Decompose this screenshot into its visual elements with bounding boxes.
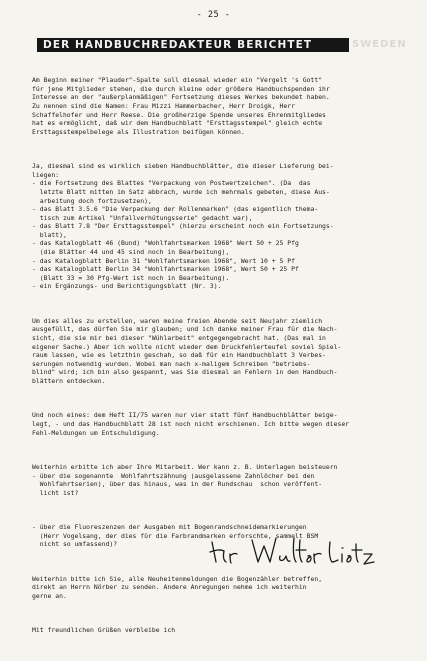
- paragraph-request-perforation: Weiterhin erbitte ich aber Ihre Mitarbeit. Wer kann z. B. Unterlagen beisteuern - über die sogenannte Wohlfahrtszähnung (ausgelassene Zahnlöcher bei den Wohlfahrtserien), über das hinaus, was in der Rundschau schon veröffent- licht ist?: [32, 462, 338, 497]
- article-body: [32, 59, 402, 661]
- page-number: - 25 -: [196, 10, 231, 20]
- handwritten-signature: [208, 532, 378, 568]
- paragraph-effort: Um dies alles zu erstellen, waren meine freien Abende seit Neujahr ziemlich ausgefüllt, das dürfen Sie mir glauben; und ich danke meiner Frau für die Nach- sicht, die sie mir bei dieser "Wühlarbeit" entgegengebracht hat. (Das mal in eigener Sache.) Aber ich wollte nicht wieder dem Druckfehlerteufel soviel Spiel- raum lassen, wie es letzthin geschah, so daß für ein Handbuchblatt 3 Verbes- serungen notwendig wurden. Wobei man nach x-maligem Schreiben "betriebs- blind" wird; ich bin also gespannt, was Sie diesmal an Fehlern in den Handbuch- blättern entdecken.: [32, 316, 342, 385]
- paragraph-news-reports: Weiterhin bitte ich Sie, alle Neuheitenmeldungen die Bogenzähler betreffen, direkt an Herrn Nörber zu senden. Andere Anregungen nehme ich weiterhin gerne an.: [32, 574, 323, 600]
- section-banner: DER HANDBUCHREDAKTEUR BERICHTET: [37, 38, 349, 52]
- bleed-through-mark: SWEDEN: [352, 39, 407, 50]
- paragraph-request-fluorescence: - über die Fluoreszenzen der Ausgaben mit Bogenrandschneidemarkierungen (Herr Vogelsang, der dies für die Farbrandmarken erforschte, sammelt BSM nicht so umfassend)?: [32, 523, 319, 549]
- paragraph-intro: Am Beginn meiner "Plauder"-Spalte soll diesmal wieder ein "Vergelt 's Gott" für jene Mitglieder stehen, die durch kleine oder größere Handbuchspenden ihr Interesse an der "außerplanmäßigen" Fortsetzung dieses Werkes bekundet haben. Zu nennen sind die Namen: Frau Mizzi Hammerbacher, Herr Droigk, Herr Schaffelhofer und Herr Reese. Die großherzige Spende unseres Ehrenmitgliedes hat es ermöglicht, daß wir dem Handbuchblatt "Ersttagsstempel" gleich echte Ersttagsstempelbelege als Illustration beifügen können.: [32, 76, 330, 136]
- paragraph-closing: Mit freundlichen Grüßen verbleibe ich: [32, 626, 176, 635]
- paragraph-apology: Und noch eines: dem Heft II/75 waren nur vier statt fünf Handbuchblätter beige- legt, - und das Handbuchblatt 28 ist noch nicht erschienen. Ich bitte wegen dieser Fehl-Meldungen um Entschuldigung.: [32, 411, 350, 437]
- paragraph-sheet-list: Ja, diesmal sind es wirklich sieben Handbuchblätter, die dieser Lieferung bei- liegen: - die Fortsetzung des Blattes "Verpackung von Postwertzeichen". (Da das letzte Blatt mitten im Satz abbrach, wurde ich mehrmals gebeten, diese Aus- arbeitung doch fortzusetzen), - das Blatt 3.5.6 "Die Verpackung der Rollenmarken" (das eigentlich thema- tisch zum Artikel "Unfallverhütungsserie" gedacht war), - das Blatt 7.8 "Der Ersttagsstempel" (hierzu erscheint noch ein Fortsetzungs- blatt), - das Katalogblatt 46 (Bund) "Wohlfahrtsmarken 1968" Wert 50 + 25 Pfg (die Blätter 44 und 45 sind noch in Bearbeitung), - das Katalogblatt Berlin 31 "Wohlfahrtsmarken 1968", Wert 10 + 5 Pf - das Katalogblatt Berlin 34 "Wohlfahrtsmarken 1968", Wert 50 + 25 Pf (Blatt 33 = 30 Pfg-Wert ist noch in Bearbeitung). - ein Ergänzungs- und Berichtigungsblatt (Nr. 3).: [32, 162, 334, 291]
